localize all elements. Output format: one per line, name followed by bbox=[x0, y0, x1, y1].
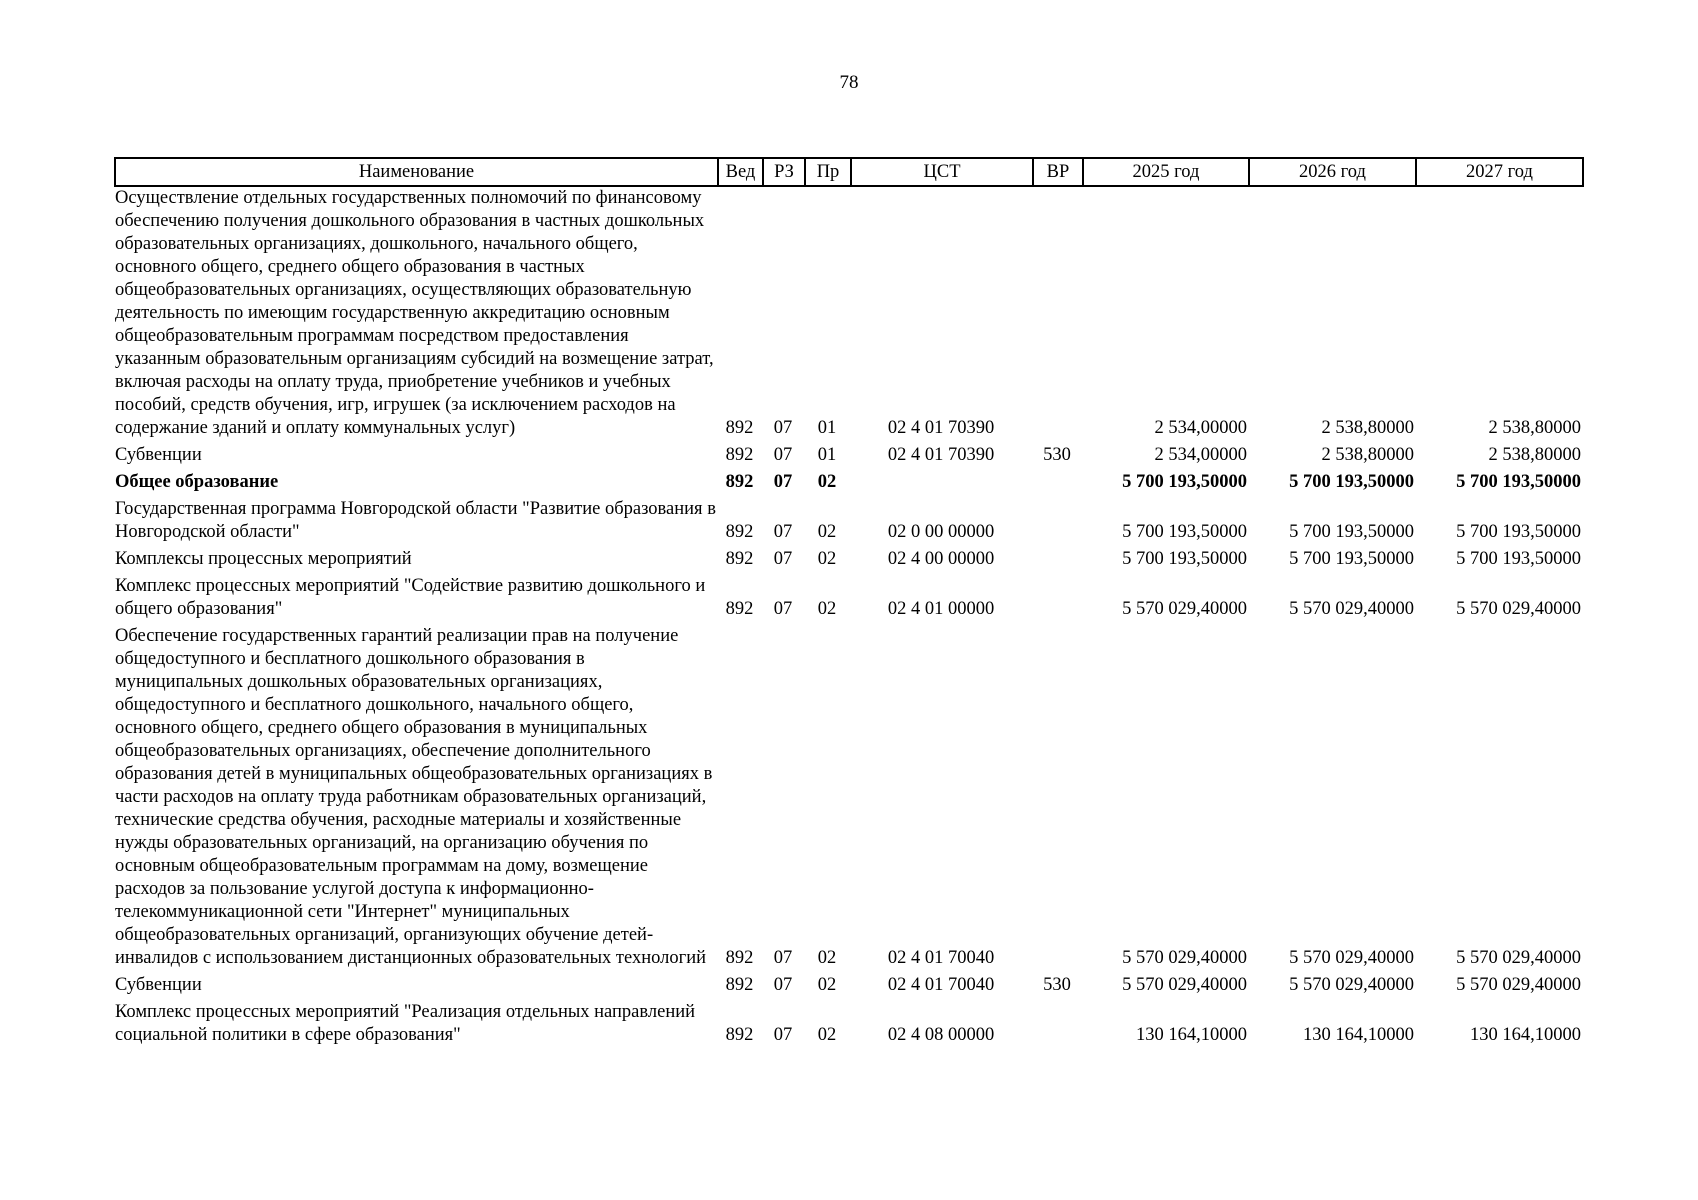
row-cst: 02 0 00 00000 bbox=[887, 522, 995, 542]
table-row bbox=[115, 186, 1583, 444]
row-rz: 07 bbox=[773, 445, 793, 465]
table-row bbox=[115, 444, 1583, 471]
row-2026: 2 538,80000 bbox=[1321, 445, 1414, 465]
row-ved: 892 bbox=[725, 948, 754, 968]
row-2026: 5 700 193,50000 bbox=[1289, 522, 1414, 542]
row-2025: 5 700 193,50000 bbox=[1122, 522, 1247, 542]
row-2026: 5 570 029,40000 bbox=[1289, 599, 1414, 619]
row-name: Обеспечение государственных гарантий реализации прав на получение общедоступного и бесплатного дошкольного образования в муниципальных дошкольных образовательных организациях, общедоступного и бесплатного дошкольного, начального общего, основного общего, среднего общего образования в муниципальных общеобразовательных организациях, обеспечение дополнительного образования детей в муниципальных общеобразовательных организациях в части расходов на оплату труда работникам образовательных организаций, технические средства обучения, расходные материалы и хозяйственные нужды образовательных организаций, на организацию обучения по основным общеобразовательным программам на дому, возмещение расходов за пользование услугой доступа к информационно-телекоммуникационной сети "Интернет" муниципальных общеобразовательных организаций, организующих обучение детей-инвалидов с использованием дистанционных образовательных технологий bbox=[115, 626, 713, 968]
table-row bbox=[115, 1001, 1583, 1051]
row-2025: 5 700 193,50000 bbox=[1122, 472, 1247, 492]
row-name: Осуществление отдельных государственных полномочий по финансовому обеспечению получения дошкольного образования в частных дошкольных образовательных организациях, дошкольного, начального общего, основного общего, среднего общего образования в частных общеобразовательных организациях, осуществляющих образовательную деятельность по имеющим государственную аккредитацию основным общеобразовательным программам посредством предоставления указанным образовательным организациям субсидий на возмещение затрат, включая расходы на оплату труда, приобретение учебников и учебных пособий, средств обучения, игр, игрушек (за исключением расходов на содержание зданий и оплату коммунальных услуг) bbox=[115, 188, 714, 438]
row-cst bbox=[851, 471, 1033, 498]
row-2026: 2 538,80000 bbox=[1321, 418, 1414, 438]
row-2027: 5 570 029,40000 bbox=[1456, 948, 1581, 968]
row-2025: 5 570 029,40000 bbox=[1122, 599, 1247, 619]
row-2027: 5 700 193,50000 bbox=[1456, 549, 1581, 569]
row-ved: 892 bbox=[725, 522, 754, 542]
row-vr bbox=[1033, 1001, 1083, 1051]
row-ved: 892 bbox=[725, 599, 754, 619]
row-pr: 02 bbox=[817, 948, 837, 968]
header-rz: РЗ bbox=[763, 158, 805, 186]
row-2025: 5 700 193,50000 bbox=[1122, 549, 1247, 569]
row-pr: 02 bbox=[817, 549, 837, 569]
row-cst: 02 4 01 70040 bbox=[887, 948, 995, 968]
row-vr bbox=[1033, 625, 1083, 974]
table-row bbox=[115, 974, 1583, 1001]
row-ved: 892 bbox=[725, 418, 754, 438]
row-2026: 5 700 193,50000 bbox=[1289, 549, 1414, 569]
row-2025: 5 570 029,40000 bbox=[1122, 948, 1247, 968]
row-vr bbox=[1033, 471, 1083, 498]
row-2027: 2 538,80000 bbox=[1488, 418, 1581, 438]
header-cst: ЦСТ bbox=[851, 158, 1033, 186]
table-header-row bbox=[115, 158, 1583, 186]
row-2026: 5 700 193,50000 bbox=[1289, 472, 1414, 492]
row-name: Общее образование bbox=[115, 472, 279, 492]
row-2026: 5 570 029,40000 bbox=[1289, 948, 1414, 968]
table-row bbox=[115, 548, 1583, 575]
table-row bbox=[115, 575, 1583, 625]
row-ved: 892 bbox=[725, 472, 754, 492]
row-cst: 02 4 01 00000 bbox=[887, 599, 995, 619]
row-ved: 892 bbox=[725, 549, 754, 569]
row-cst: 02 4 01 70390 bbox=[887, 445, 995, 465]
row-cst: 02 4 08 00000 bbox=[887, 1025, 995, 1045]
header-2027: 2027 год bbox=[1416, 158, 1583, 186]
budget-table bbox=[114, 157, 1584, 1051]
row-rz: 07 bbox=[773, 599, 793, 619]
row-cst: 02 4 01 70040 bbox=[887, 975, 995, 995]
row-pr: 01 bbox=[817, 418, 837, 438]
row-2025: 2 534,00000 bbox=[1154, 418, 1247, 438]
header-name: Наименование bbox=[115, 158, 718, 186]
row-pr: 02 bbox=[817, 472, 837, 492]
row-name: Комплекс процессных мероприятий "Реализация отдельных направлений социальной политики в сфере образования" bbox=[115, 1002, 696, 1045]
row-vr: 530 bbox=[1043, 445, 1071, 465]
row-2026: 130 164,10000 bbox=[1303, 1025, 1414, 1045]
row-pr: 02 bbox=[817, 975, 837, 995]
row-vr bbox=[1033, 498, 1083, 548]
row-cst: 02 4 01 70390 bbox=[887, 418, 995, 438]
row-2027: 130 164,10000 bbox=[1470, 1025, 1581, 1045]
row-name: Комплексы процессных мероприятий bbox=[115, 549, 412, 569]
row-name: Субвенции bbox=[115, 445, 202, 465]
row-pr: 02 bbox=[817, 1025, 837, 1045]
row-ved: 892 bbox=[725, 445, 754, 465]
row-name: Субвенции bbox=[115, 975, 202, 995]
row-rz: 07 bbox=[773, 975, 793, 995]
row-vr: 530 bbox=[1043, 975, 1071, 995]
row-rz: 07 bbox=[773, 472, 793, 492]
table-row-section-total bbox=[115, 471, 1583, 498]
row-name: Государственная программа Новгородской области "Развитие образования в Новгородской области" bbox=[115, 499, 716, 542]
row-rz: 07 bbox=[773, 1025, 793, 1045]
header-2026: 2026 год bbox=[1249, 158, 1416, 186]
header-pr: Пр bbox=[805, 158, 851, 186]
row-2025: 5 570 029,40000 bbox=[1122, 975, 1247, 995]
table-row bbox=[115, 625, 1583, 974]
row-ved: 892 bbox=[725, 1025, 754, 1045]
row-pr: 01 bbox=[817, 445, 837, 465]
row-ved: 892 bbox=[725, 975, 754, 995]
row-pr: 02 bbox=[817, 599, 837, 619]
row-2025: 130 164,10000 bbox=[1136, 1025, 1247, 1045]
row-pr: 02 bbox=[817, 522, 837, 542]
header-2025: 2025 год bbox=[1083, 158, 1249, 186]
row-vr bbox=[1033, 186, 1083, 444]
row-2026: 5 570 029,40000 bbox=[1289, 975, 1414, 995]
row-name: Комплекс процессных мероприятий "Содействие развитию дошкольного и общего образования" bbox=[115, 576, 706, 619]
row-rz: 07 bbox=[773, 418, 793, 438]
header-vr: ВР bbox=[1033, 158, 1083, 186]
row-2027: 5 570 029,40000 bbox=[1456, 975, 1581, 995]
row-2027: 5 570 029,40000 bbox=[1456, 599, 1581, 619]
row-2027: 5 700 193,50000 bbox=[1456, 522, 1581, 542]
row-2027: 2 538,80000 bbox=[1488, 445, 1581, 465]
table-row bbox=[115, 498, 1583, 548]
row-rz: 07 bbox=[773, 522, 793, 542]
row-2027: 5 700 193,50000 bbox=[1456, 472, 1581, 492]
page-number: 78 bbox=[839, 72, 859, 93]
row-vr bbox=[1033, 548, 1083, 575]
row-2025: 2 534,00000 bbox=[1154, 445, 1247, 465]
header-ved: Вед bbox=[718, 158, 763, 186]
row-rz: 07 bbox=[773, 948, 793, 968]
row-vr bbox=[1033, 575, 1083, 625]
row-cst: 02 4 00 00000 bbox=[887, 549, 995, 569]
row-rz: 07 bbox=[773, 549, 793, 569]
